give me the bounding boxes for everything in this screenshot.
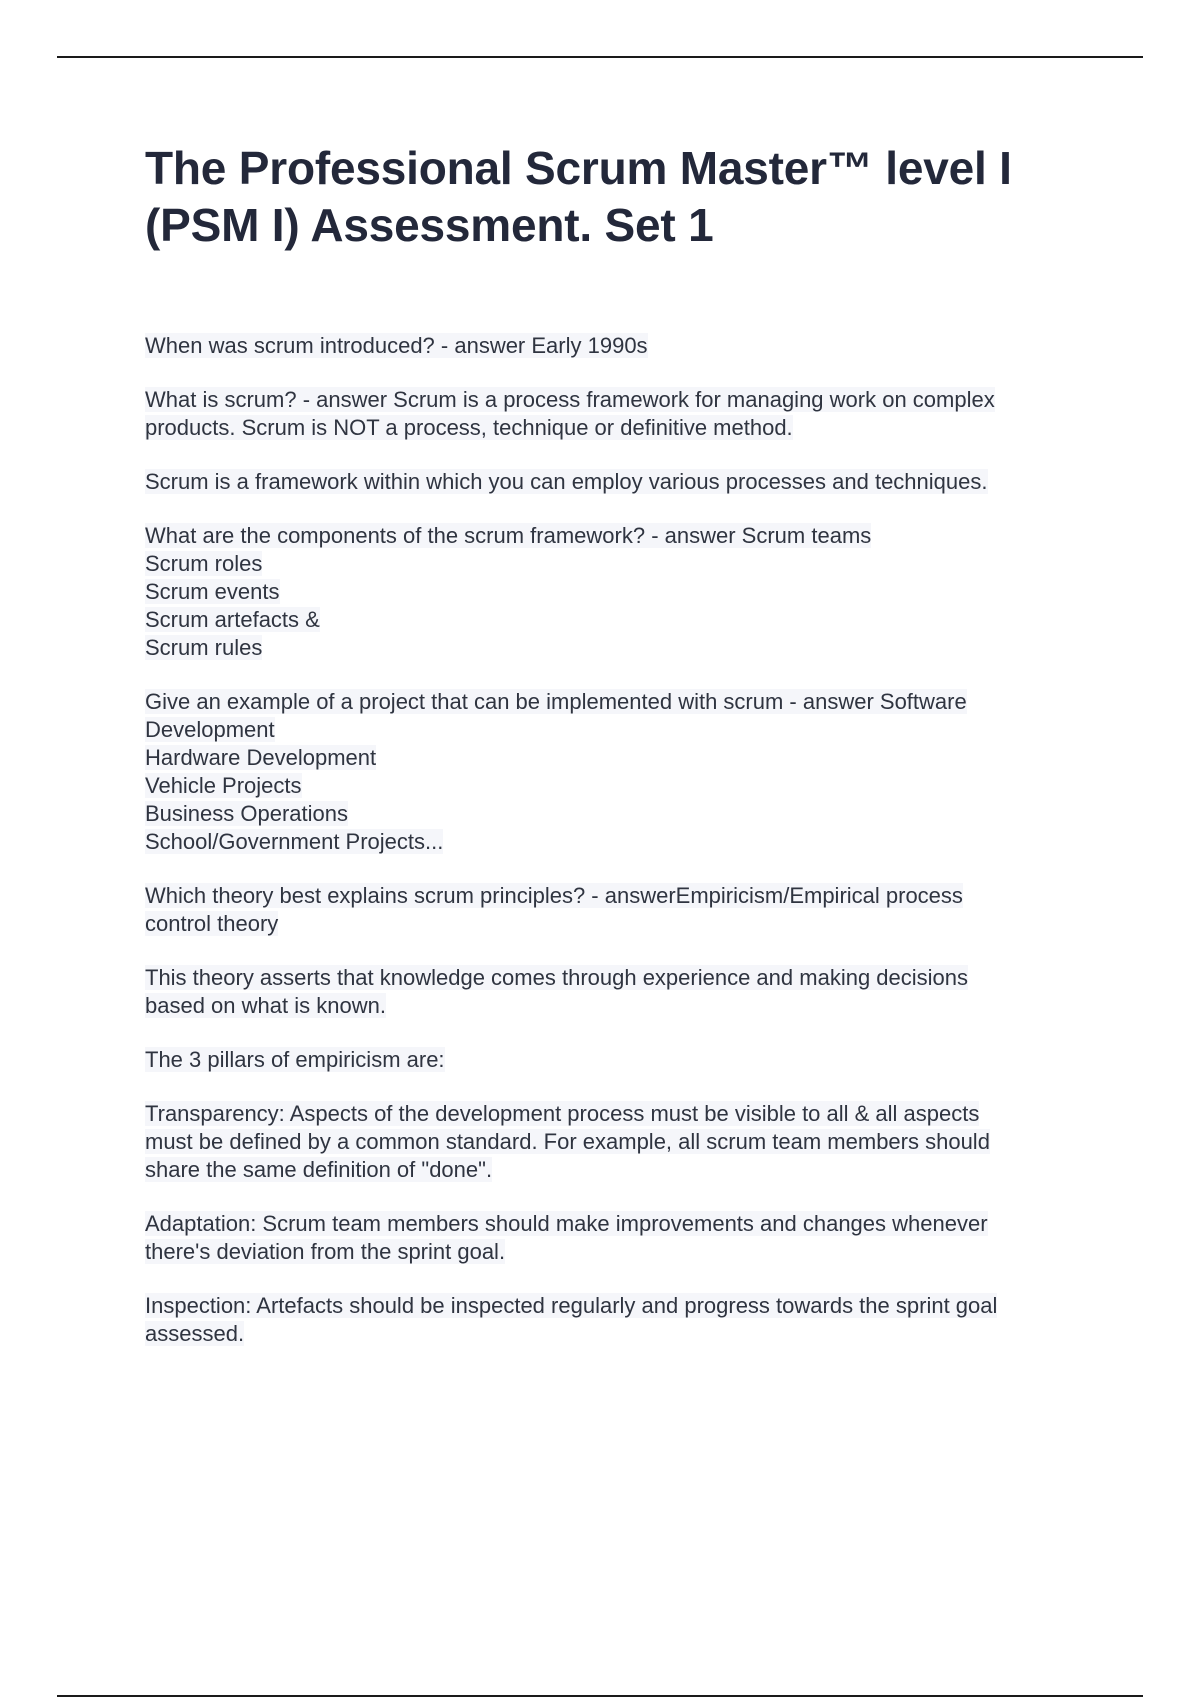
text-line: Scrum is a framework within which you can employ various processes and techniques. xyxy=(145,469,988,494)
qa-paragraph xyxy=(145,1100,1105,1184)
qa-list xyxy=(145,332,1105,1348)
text-line: This theory asserts that knowledge comes through experience and making decisions xyxy=(145,965,969,990)
text-line: products. Scrum is NOT a process, technique or definitive method. xyxy=(145,415,793,440)
text-line: Give an example of a project that can be implemented with scrum - answer Software xyxy=(145,689,967,714)
qa-paragraph xyxy=(145,1210,1105,1266)
qa-paragraph xyxy=(145,688,1105,856)
text-line: Scrum rules xyxy=(145,635,263,660)
qa-paragraph xyxy=(145,1292,1105,1348)
qa-paragraph xyxy=(145,468,1105,496)
qa-paragraph xyxy=(145,386,1105,442)
text-line: What is scrum? - answer Scrum is a process framework for managing work on complex xyxy=(145,387,995,412)
title-line: The Professional Scrum Master™ level I xyxy=(145,142,1012,194)
text-line: share the same definition of "done". xyxy=(145,1157,493,1182)
qa-paragraph xyxy=(145,332,1105,360)
text-line: Which theory best explains scrum principles? - answerEmpiricism/Empirical process xyxy=(145,883,963,908)
text-line: Development xyxy=(145,717,275,742)
text-line: Adaptation: Scrum team members should make improvements and changes whenever xyxy=(145,1211,988,1236)
title-line: (PSM I) Assessment. Set 1 xyxy=(145,199,714,251)
text-line: there's deviation from the sprint goal. xyxy=(145,1239,506,1264)
text-line: assessed. xyxy=(145,1321,245,1346)
text-line: What are the components of the scrum framework? - answer Scrum teams xyxy=(145,523,872,548)
text-line: Scrum artefacts & xyxy=(145,607,320,632)
text-line: Hardware Development xyxy=(145,745,377,770)
document-title xyxy=(145,140,1105,254)
qa-paragraph xyxy=(145,522,1105,662)
text-line: Business Operations xyxy=(145,801,348,826)
text-line: Scrum events xyxy=(145,579,280,604)
text-line: When was scrum introduced? - answer Early 1990s xyxy=(145,333,648,358)
text-line: School/Government Projects... xyxy=(145,829,444,854)
document-body xyxy=(145,140,1105,1374)
text-line: Transparency: Aspects of the development process must be visible to all & all aspects xyxy=(145,1101,980,1126)
text-line: based on what is known. xyxy=(145,993,386,1018)
text-line: Inspection: Artefacts should be inspected regularly and progress towards the sprint goal xyxy=(145,1293,998,1318)
text-line: Scrum roles xyxy=(145,551,263,576)
text-line: The 3 pillars of empiricism are: xyxy=(145,1047,445,1072)
top-rule xyxy=(57,56,1143,58)
qa-paragraph xyxy=(145,964,1105,1020)
text-line: Vehicle Projects xyxy=(145,773,302,798)
text-line: must be defined by a common standard. For example, all scrum team members should xyxy=(145,1129,990,1154)
qa-paragraph xyxy=(145,882,1105,938)
bottom-rule xyxy=(57,1695,1143,1697)
text-line: control theory xyxy=(145,911,279,936)
qa-paragraph xyxy=(145,1046,1105,1074)
